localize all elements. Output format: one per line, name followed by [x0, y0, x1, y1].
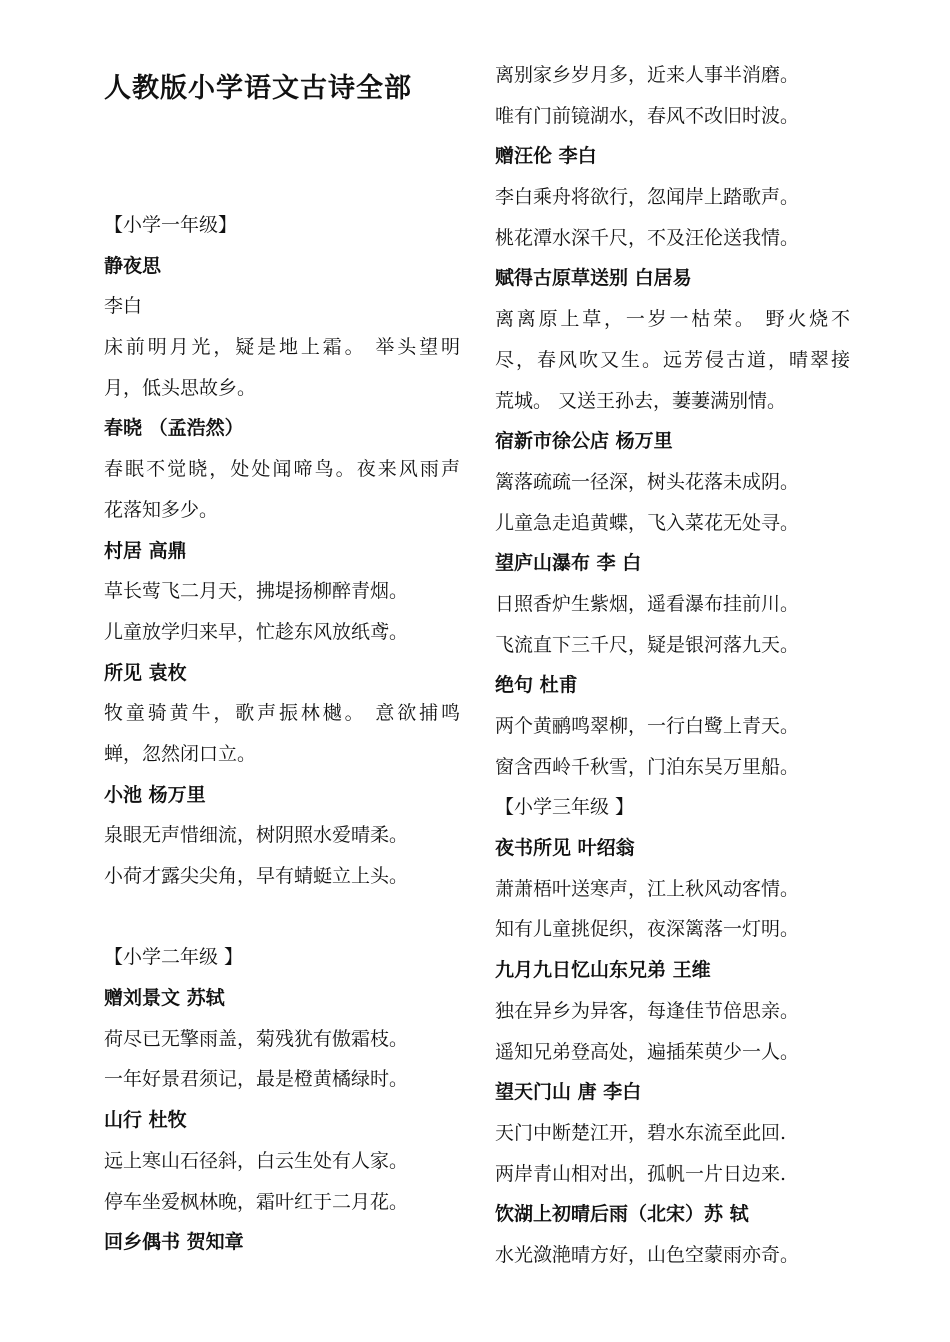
poem-line: 知有儿童挑促织，夜深篱落一灯明。	[495, 918, 800, 941]
poem-line: 泉眼无声惜细流，树阴照水爱晴柔。	[104, 824, 409, 847]
poem-line: 离离原上草，一岁一枯荣。 野火烧不	[495, 308, 850, 331]
page-title: 人教版小学语文古诗全部	[104, 73, 412, 104]
poem-title: 回乡偶书 贺知章	[104, 1231, 244, 1254]
poem-line: 草长莺飞二月天，拂堤扬柳醉青烟。	[104, 580, 409, 603]
poem-title: 赠汪伦 李白	[495, 145, 597, 168]
poem-title: 九月九日忆山东兄弟 王维	[495, 959, 711, 982]
poem-line: 小荷才露尖尖角，早有蜻蜓立上头。	[104, 865, 409, 887]
poem-line: 窗含西岭千秋雪，门泊东吴万里船。	[495, 755, 800, 778]
poem-line: 远上寒山石径斜，白云生处有人家。	[104, 1149, 409, 1172]
poem-line: 花落知多少。	[104, 498, 219, 521]
poem-line: 一年好景君须记，最是橙黄橘绿时。	[104, 1068, 409, 1091]
poem-title: 春晓 （孟浩然）	[104, 417, 244, 440]
poem-line: 日照香炉生紫烟，遥看瀑布挂前川。	[495, 592, 800, 615]
poem-line: 离别家乡岁月多，近来人事半消磨。	[495, 64, 800, 86]
poem-line: 月，低头思故乡。	[104, 376, 257, 399]
poem-line: 桃花潭水深千尺，不及汪伦送我情。	[495, 226, 800, 249]
poem-title: 所见 袁枚	[104, 661, 187, 684]
poem-title: 宿新市徐公店 杨万里	[495, 430, 673, 453]
poem-line: 李白乘舟将欲行，忽闻岸上踏歌声。	[495, 186, 800, 209]
poem-title: 绝句 杜甫	[495, 674, 578, 697]
poem-line: 蝉，忽然闭口立。	[104, 742, 257, 765]
grade-heading: 【小学三年级 】	[495, 796, 635, 819]
poem-line: 篱落疏疏一径深，树头花落未成阴。	[495, 470, 800, 493]
poem-title: 望天门山 唐 李白	[495, 1081, 642, 1104]
poem-line: 天门中断楚江开，碧水东流至此回.	[495, 1121, 787, 1144]
poem-line: 荷尽已无擎雨盖，菊残犹有傲霜枝。	[104, 1027, 409, 1050]
poem-line: 唯有门前镜湖水，春风不改旧时波。	[495, 104, 800, 127]
poem-line: 萧萧梧叶送寒声，江上秋风动客情。	[495, 877, 800, 900]
poem-title: 望庐山瀑布 李 白	[495, 552, 642, 575]
poem-title: 村居 高鼎	[104, 539, 187, 562]
poem-line: 尽，春风吹又生。远芳侵古道，晴翠接	[495, 348, 850, 371]
grade-heading: 【小学二年级 】	[104, 946, 244, 969]
poem-line: 李白	[104, 295, 143, 318]
poem-line: 春眠不觉晓，处处闻啼鸟。夜来风雨声	[104, 458, 460, 481]
grade-heading: 【小学一年级】	[104, 214, 238, 236]
poem-title: 赠刘景文 苏轼	[104, 987, 225, 1010]
left-column	[104, 205, 460, 1263]
poem-line: 牧童骑黄牛，歌声振林樾。 意欲捕鸣	[104, 702, 460, 725]
poem-line: 水光潋滟晴方好，山色空蒙雨亦奇。	[495, 1243, 800, 1266]
poem-title: 静夜思	[104, 254, 162, 277]
poem-title: 山行 杜牧	[104, 1109, 187, 1132]
blank-line	[104, 897, 460, 938]
poem-line: 儿童放学归来早，忙趁东风放纸鸢。	[104, 620, 409, 643]
poem-line: 遥知兄弟登高处，遍插茱萸少一人。	[495, 1040, 800, 1063]
poem-line: 飞流直下三千尺，疑是银河落九天。	[495, 633, 800, 656]
poem-line: 独在异乡为异客，每逢佳节倍思亲。	[495, 999, 800, 1022]
poem-line: 停车坐爱枫林晚，霜叶红于二月花。	[104, 1190, 409, 1213]
poem-title: 饮湖上初晴后雨（北宋）苏 轼	[495, 1203, 749, 1226]
poem-title: 夜书所见 叶绍翁	[495, 837, 635, 860]
poem-line: 两岸青山相对出，孤帆一片日边来.	[495, 1162, 787, 1185]
poem-line: 两个黄鹂鸣翠柳，一行白鹭上青天。	[495, 715, 800, 737]
poem-line: 床前明月光，疑是地上霜。 举头望明	[104, 336, 460, 359]
poem-line: 儿童急走追黄蝶，飞入菜花无处寻。	[495, 511, 800, 534]
poem-title: 赋得古原草送别 白居易	[495, 267, 692, 290]
poem-line: 荒城。 又送王孙去，萋萋满别情。	[495, 389, 787, 412]
poem-title: 小池 杨万里	[104, 783, 206, 806]
right-column	[495, 55, 850, 1276]
